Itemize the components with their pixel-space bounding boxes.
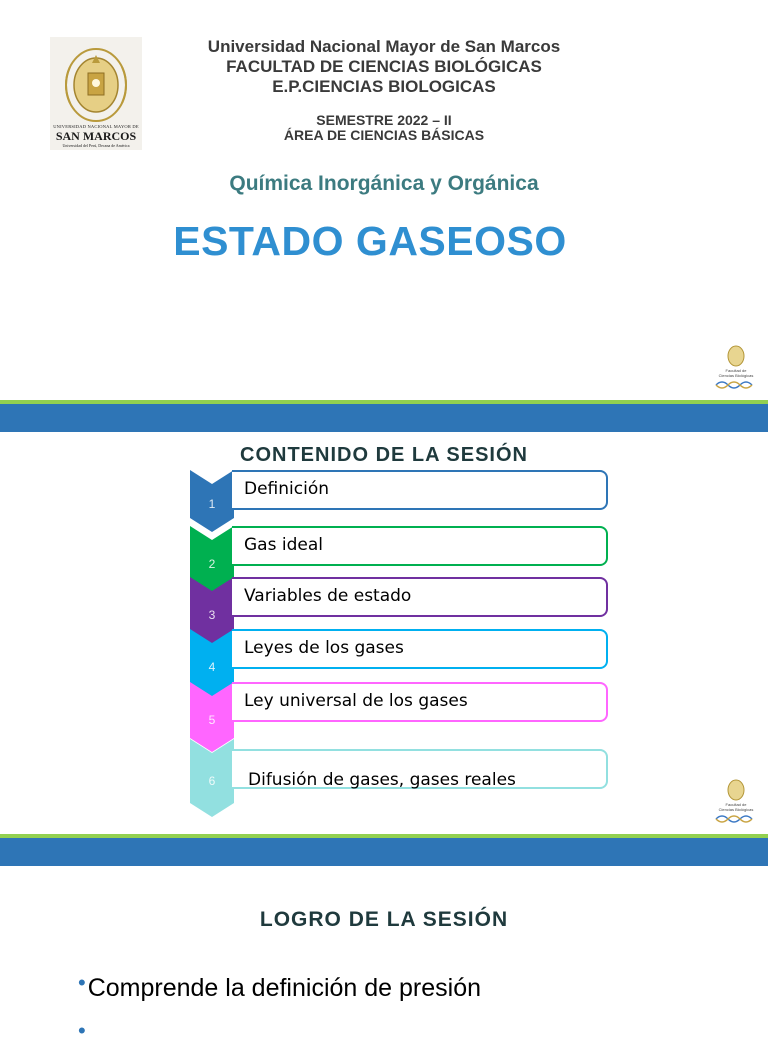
item-number: 5: [208, 713, 216, 727]
contents-item-label: Gas ideal: [244, 535, 323, 555]
faculty-logo-line1: Facultad de: [725, 368, 747, 373]
contents-item: [232, 526, 608, 566]
faculty-crest-icon: [712, 343, 760, 395]
contents-item: [232, 629, 608, 669]
contents-title: CONTENIDO DE LA SESIÓN: [240, 444, 528, 466]
faculty-logo-line2: Ciencias Biológicas: [718, 373, 754, 378]
semester-label: SEMESTRE 2022 – II: [316, 112, 452, 128]
item-number: 4: [208, 660, 216, 674]
contents-item-label: Ley universal de los gases: [244, 691, 468, 711]
contents-slide: [0, 432, 768, 832]
item-number: 6: [208, 774, 216, 788]
faculty-logo-line1: Facultad de: [725, 802, 747, 807]
faculty-logo-line2: Ciencias Biológicas: [718, 807, 754, 812]
chevron-arrow-icon: [190, 739, 234, 817]
school-name: E.P.CIENCIAS BIOLOGICAS: [272, 77, 496, 96]
faculty-logo: [712, 343, 760, 395]
logo-tagline: Universidad del Perú, Decana de América: [62, 143, 130, 148]
contents-item-label: Leyes de los gases: [244, 638, 404, 658]
faculty-name: FACULTAD DE CIENCIAS BIOLÓGICAS: [226, 57, 542, 76]
bullet-icon: •: [78, 1018, 86, 1043]
title-slide: [0, 0, 768, 400]
faculty-logo: [712, 777, 760, 829]
objective-slide: [0, 866, 768, 1043]
contents-item: [232, 470, 608, 510]
contents-item: [232, 577, 608, 617]
chevron-arrow-icon: [190, 470, 234, 532]
university-logo: [50, 37, 142, 150]
bullet-icon: •: [78, 970, 86, 995]
header-block: [160, 37, 608, 143]
contents-item-label: Difusión de gases, gases reales: [248, 770, 516, 790]
section-divider: [0, 400, 768, 432]
faculty-crest-icon: [712, 777, 760, 829]
logo-top-text: UNIVERSIDAD NACIONAL MAYOR DE: [53, 124, 139, 129]
contents-item-label: Variables de estado: [244, 586, 412, 606]
objective-title: LOGRO DE LA SESIÓN: [259, 908, 509, 931]
item-number: 1: [208, 497, 216, 511]
section-divider: [0, 834, 768, 866]
objective-bullet-partial: [78, 1018, 88, 1044]
slide-title: ESTADO GASEOSO: [173, 218, 567, 264]
contents-item-label: Definición: [244, 479, 329, 499]
objective-text: Comprende la definición de presión: [87, 974, 482, 1002]
contents-item: [232, 682, 608, 722]
item-number: 3: [208, 608, 216, 622]
contents-item: [232, 749, 608, 789]
course-subject: Química Inorgánica y Orgánica: [229, 172, 539, 195]
logo-name: SAN MARCOS: [55, 129, 137, 143]
area-label: ÁREA DE CIENCIAS BÁSICAS: [283, 127, 485, 143]
university-name: Universidad Nacional Mayor de San Marcos: [207, 37, 561, 56]
objective-bullet: [78, 970, 482, 1003]
item-number: 2: [208, 557, 216, 571]
